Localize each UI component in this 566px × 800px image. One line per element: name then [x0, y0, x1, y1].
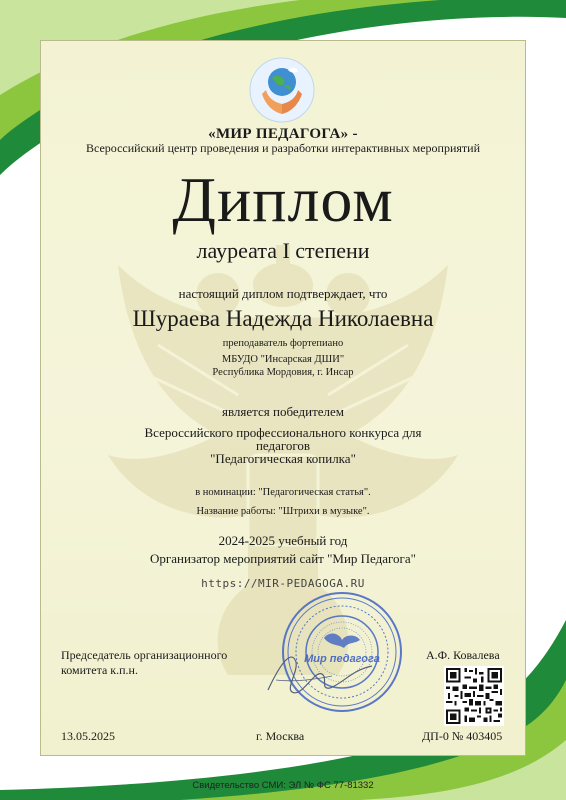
organization-name: «МИР ПЕДАГОГА» -	[208, 126, 358, 142]
mir-pedagoga-logo	[248, 56, 316, 124]
signatory-name: А.Ф. Ковалева	[426, 648, 500, 662]
recipient-institution: МБУДО "Инсарская ДШИ"	[221, 354, 345, 365]
issue-city: г. Москва	[256, 729, 305, 743]
contest-line-2: педагогов	[255, 438, 311, 453]
contest-name	[40, 426, 526, 465]
recipient-name: Шураева Надежда Николаевна	[132, 306, 434, 331]
winner-text: является победителем	[221, 404, 345, 419]
chair-title	[61, 648, 227, 678]
contest-line-1: Всероссийского профессионального конкурса для	[144, 425, 422, 440]
diploma-title: Диплом	[172, 164, 394, 235]
contest-line-3: "Педагогическая копилка"	[210, 451, 356, 466]
diploma-degree: лауреата I степени	[196, 238, 370, 263]
issue-date: 13.05.2025	[61, 729, 115, 743]
chair-line-2: комитета к.п.н.	[61, 663, 138, 677]
confirm-text: настоящий диплом подтверждает, что	[178, 286, 388, 301]
organization-subtitle: Всероссийский центр проведения и разработки интерактивных мероприятий	[86, 141, 480, 155]
organizer: Организатор мероприятий сайт "Мир Педагога"	[150, 551, 416, 566]
handwritten-signature	[262, 640, 382, 710]
school-year: 2024-2025 учебный год	[218, 533, 348, 548]
diploma-number: ДП-0 № 403405	[422, 729, 503, 743]
stamp-center-text: Мир педагога	[304, 653, 380, 665]
qr-code[interactable]	[444, 666, 504, 726]
chair-line-1: Председатель организационного	[61, 648, 228, 662]
website-link[interactable]: https://MIR-PEDAGOGA.RU	[201, 577, 365, 590]
media-registration: Свидетельство СМИ: ЭЛ № ФС 77-81332	[192, 780, 374, 791]
work-title: Название работы: "Штрихи в музыке".	[196, 506, 370, 517]
recipient-position: преподаватель фортепиано	[222, 338, 344, 349]
nomination: в номинации: "Педагогическая статья".	[195, 487, 371, 498]
recipient-region: Республика Мордовия, г. Инсар	[212, 367, 354, 378]
